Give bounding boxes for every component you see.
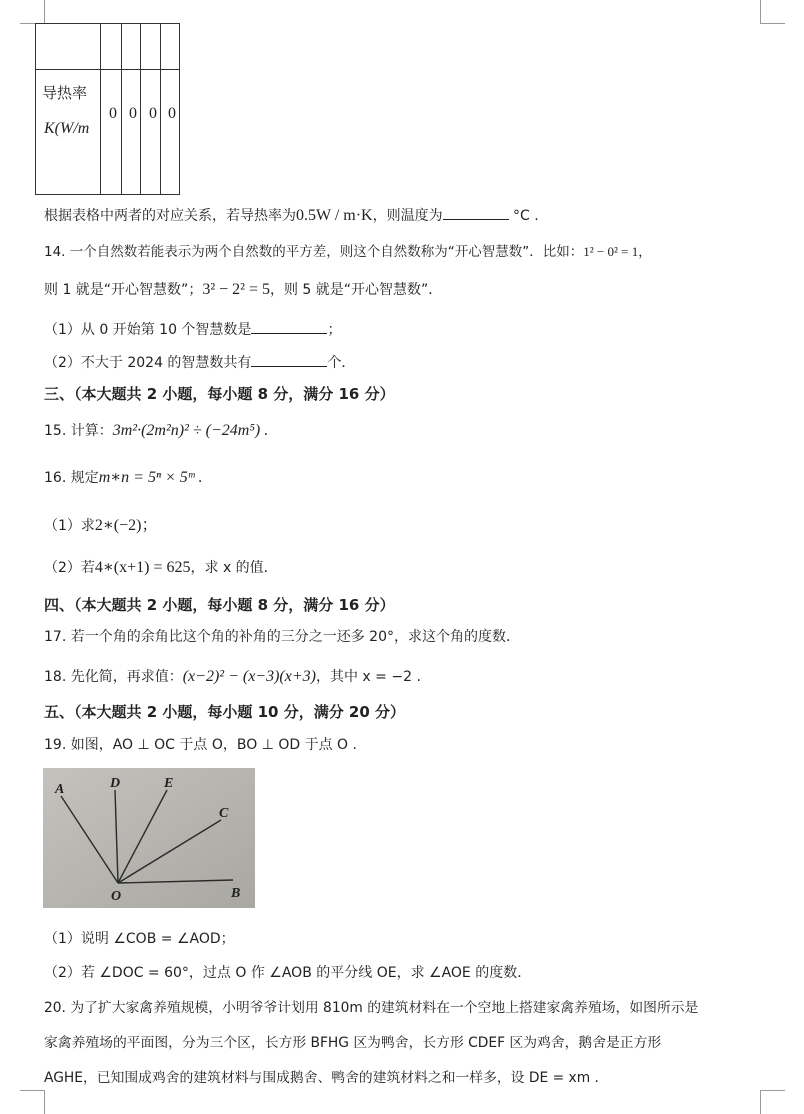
table-cell-value: 0	[109, 105, 117, 122]
question-14-line1	[44, 240, 651, 260]
table-col-divider	[140, 24, 141, 194]
table-cell-value: 0	[149, 105, 157, 122]
crop-mark-bottom-left	[44, 1090, 45, 1114]
table-row-divider	[36, 69, 179, 70]
question-13-tail	[44, 205, 539, 225]
question-16-sub2	[44, 557, 278, 577]
q16-sub2-label: （2）若	[44, 560, 95, 576]
q18-label: 18. 先化简，再求值：	[44, 669, 183, 685]
question-17: 17. 若一个角的余角比这个角的补角的三分之一还多 20°，求这个角的度数．	[44, 629, 520, 645]
q15-label: 15. 计算：	[44, 423, 113, 439]
q13-value: 0.5W / m·K	[296, 207, 373, 224]
question-20-line2: 家禽养殖场的平面图，分为三个区，长方形 BFHG 区为鸭舍，长方形 CDEF 区为鸡舍，鹅舍是正方形	[44, 1035, 662, 1051]
q14-text: ，则 5 就是“开心智慧数”．	[269, 282, 443, 298]
crop-mark-bottom-left-h	[20, 1090, 45, 1091]
table-col-divider	[160, 24, 161, 194]
label-O: O	[111, 889, 122, 904]
q16-label: 16. 规定	[44, 470, 99, 486]
question-19-sub2: （2）若 ∠DOC = 60°，过点 O 作 ∠AOB 的平分线 OE，求 ∠AOE 的度数．	[44, 965, 532, 981]
label-E: E	[164, 776, 174, 791]
q14-sub2-end: 个．	[327, 355, 356, 371]
q13-text: 根据表格中两者的对应关系，若导热率为	[44, 208, 296, 224]
section-4-heading: 四、（本大题共 2 小题，每小题 8 分，满分 16 分）	[44, 596, 395, 614]
answer-blank	[251, 319, 327, 334]
question-16	[44, 467, 202, 487]
question-14-sub2	[44, 352, 355, 372]
label-D: D	[110, 776, 121, 791]
question-14-line2	[44, 279, 442, 299]
question-19-sub1: （1）说明 ∠COB = ∠AOD；	[44, 931, 235, 947]
table-row-unit: K(W/m	[44, 120, 90, 137]
crop-mark-top-right-h	[760, 23, 785, 24]
answer-blank	[251, 352, 327, 367]
crop-mark-top-left	[44, 0, 45, 24]
crop-mark-top-right	[760, 0, 761, 24]
question-15	[44, 420, 268, 440]
question-20-line1: 20. 为了扩大家禽养殖规模，小明爷爷计划用 810m 的建筑材料在一个空地上搭建家禽养殖场，如图所示是	[44, 1000, 699, 1016]
q13-unit: °C .	[513, 208, 539, 224]
angle-figure	[43, 768, 255, 908]
q14-sub1-end: ；	[327, 322, 342, 338]
label-B: B	[231, 886, 241, 901]
conductivity-table	[35, 23, 180, 195]
question-20-line3: AGHE，已知围成鸡舍的建筑材料与围成鹅舍、鸭舍的建筑材料之和一样多，设 DE = xm .	[44, 1070, 599, 1086]
table-col-divider	[121, 24, 122, 194]
q14-sub1-text: （1）从 0 开始第 10 个智慧数是	[44, 322, 252, 338]
q14-sub2-text: （2）不大于 2024 的智慧数共有	[44, 355, 252, 371]
q13-text-after: ，则温度为	[372, 208, 443, 224]
q16-sub1-expression: 2∗(−2)；	[94, 517, 158, 534]
q14-text: 则 1 就是“开心智慧数”；	[44, 282, 203, 298]
answer-blank	[443, 205, 509, 220]
q16-sub2-expression: 4∗(x+1) = 625	[94, 559, 191, 576]
section-3-heading: 三、（本大题共 2 小题，每小题 8 分，满分 16 分）	[44, 385, 395, 403]
question-19: 19. 如图，AO ⊥ OC 于点 O，BO ⊥ OD 于点 O .	[44, 737, 357, 753]
q18-end: ，其中 x = −2 .	[315, 669, 421, 685]
table-cell-value: 0	[168, 105, 176, 122]
question-16-sub1	[44, 512, 157, 535]
crop-mark-bottom-right-h	[760, 1090, 785, 1091]
crop-mark-bottom-right	[760, 1090, 761, 1114]
q14-example1: 1² − 0² = 1，	[583, 244, 652, 259]
table-col-divider	[100, 24, 101, 194]
label-C: C	[219, 806, 229, 821]
question-14-sub1	[44, 319, 341, 339]
question-18	[44, 666, 421, 686]
q14-example2: 3² − 2² = 5	[202, 281, 270, 298]
section-5-heading: 五、（本大题共 2 小题，每小题 10 分，满分 20 分）	[44, 703, 406, 721]
table-row-label: 导热率	[42, 84, 88, 102]
table-cell-value: 0	[129, 105, 137, 122]
label-A: A	[55, 782, 65, 797]
angle-diagram	[43, 768, 255, 908]
q18-expression: (x−2)² − (x−3)(x+3)	[182, 668, 316, 685]
q16-expression: m∗n = 5ⁿ × 5ᵐ .	[98, 469, 203, 486]
q14-text: 14. 一个自然数若能表示为两个自然数的平方差，则这个自然数称为“开心智慧数”．比如：	[44, 244, 584, 260]
q15-expression: 3m²·(2m²n)² ÷ (−24m⁵) .	[112, 422, 269, 439]
q16-sub2-end: ，求 x 的值．	[190, 560, 278, 576]
q16-sub1-label: （1）求	[44, 518, 95, 534]
